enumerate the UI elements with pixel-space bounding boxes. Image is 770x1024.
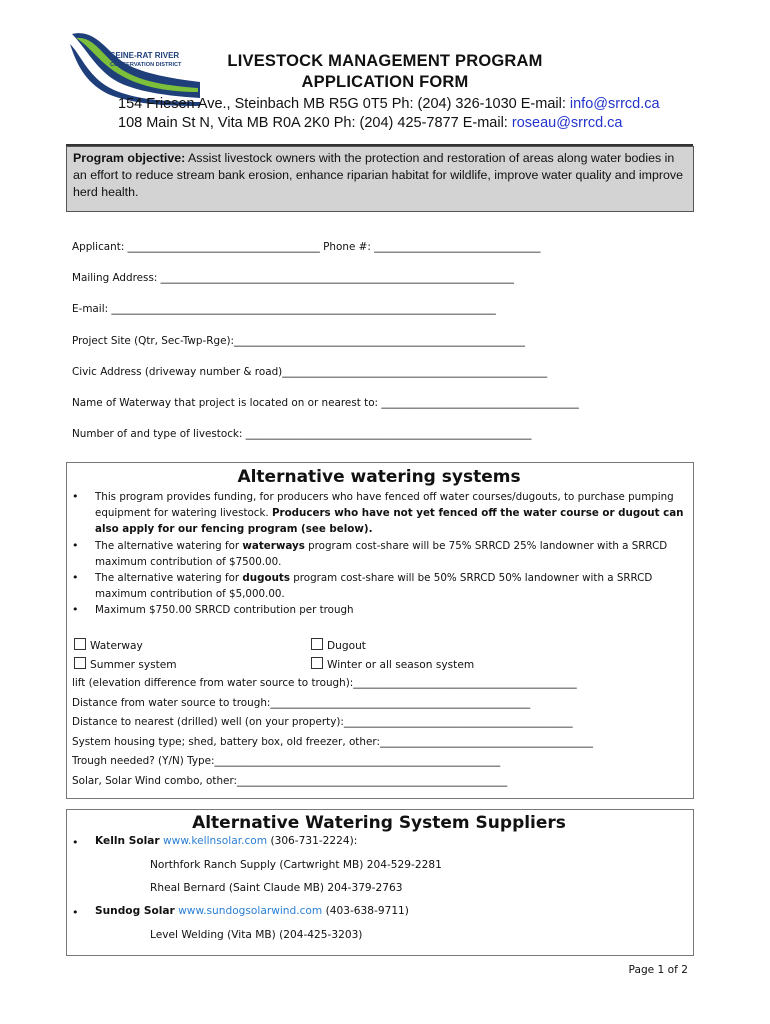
email-field[interactable]: E-mail: __________________________________________________________________________ bbox=[72, 303, 496, 315]
bullet-supplier-1: • bbox=[72, 836, 79, 849]
logo-line1: SEINE-RAT RIVER bbox=[110, 51, 180, 60]
supplier-kelln bbox=[95, 835, 357, 847]
address-vita-text: 108 Main St N, Vita MB R0A 2K0 Ph: (204) 425-7877 E-mail: bbox=[118, 115, 512, 131]
winter-checkbox-row[interactable] bbox=[311, 657, 474, 671]
funding-info-text bbox=[95, 489, 685, 537]
power-type-field[interactable]: Solar, Solar Wind combo, other:____________________________________________________ bbox=[72, 775, 508, 787]
supplier-sundog bbox=[95, 905, 409, 917]
address-vita bbox=[118, 115, 622, 131]
waterway-checkbox[interactable] bbox=[74, 638, 86, 650]
dugout-label: Dugout bbox=[327, 640, 366, 652]
program-objective-box bbox=[66, 146, 694, 212]
mailing-address-field[interactable]: Mailing Address: ____________________________________________________________________ bbox=[72, 272, 514, 284]
sundog-url-link[interactable]: www.sundogsolarwind.com bbox=[178, 905, 323, 917]
objective-text: Assist livestock owners with the protection and restoration of areas along water bodies in an effort to reduce stream bank erosion, enhance riparian habitat for wildlife, improve water quality and improve herd health. bbox=[73, 151, 683, 199]
bullet-4: • bbox=[72, 603, 79, 616]
waterways-bold: waterways bbox=[242, 540, 305, 552]
bullet-2: • bbox=[72, 539, 79, 552]
supplier-kelln-name: Kelln Solar bbox=[95, 835, 160, 847]
livestock-field[interactable]: Number of and type of livestock: _______________________________________________________ bbox=[72, 428, 532, 440]
watering-section-title: Alternative watering systems bbox=[237, 467, 521, 487]
logo-line2: CONSERVATION DISTRICT bbox=[110, 62, 182, 68]
waterway-checkbox-row[interactable] bbox=[74, 638, 143, 652]
dugout-checkbox[interactable] bbox=[311, 638, 323, 650]
address-steinbach bbox=[118, 96, 660, 112]
waterways-post: program cost-share will be 75% SRRCD 25% landowner with a SRRCD maximum contribution of $7500.00. bbox=[95, 540, 668, 568]
funding-info-plain: This program provides funding, for producers who have fenced off water courses/dugouts, to purchase pumping equipment for watering livestock. bbox=[95, 491, 674, 519]
summer-checkbox-row[interactable] bbox=[74, 657, 177, 671]
dealer-northfork: Northfork Ranch Supply (Cartwright MB) 204-529-2281 bbox=[150, 859, 442, 871]
lift-field[interactable]: lift (elevation difference from water source to trough):___________________________________________ bbox=[72, 677, 577, 689]
kelln-url-link[interactable]: www.kellnsolar.com bbox=[163, 835, 268, 847]
dugouts-post: program cost-share will be 50% SRRCD 50% landowner with a SRRCD maximum contribution of $5,000.00. bbox=[95, 572, 653, 600]
form-title-line1: LIVESTOCK MANAGEMENT PROGRAM bbox=[227, 52, 543, 70]
waterway-name-field[interactable]: Name of Waterway that project is located on or nearest to: ______________________________________ bbox=[72, 397, 579, 409]
dealer-rheal-bernard: Rheal Bernard (Saint Claude MB) 204-379-2763 bbox=[150, 882, 403, 894]
fencing-note: Producers who have not yet fenced off the water course or dugout can also apply for our fencing program (see below). bbox=[95, 507, 684, 535]
kelln-phone: (306-731-2224): bbox=[267, 835, 358, 847]
dealer-level-welding: Level Welding (Vita MB) (204-425-3203) bbox=[150, 929, 363, 941]
winter-system-label: Winter or all season system bbox=[327, 659, 475, 671]
civic-address-field[interactable]: Civic Address (driveway number & road)___________________________________________________ bbox=[72, 366, 548, 378]
summer-system-label: Summer system bbox=[90, 659, 177, 671]
email-roseau-link[interactable]: roseau@srrcd.ca bbox=[511, 115, 623, 131]
suppliers-section-title: Alternative Watering System Suppliers bbox=[192, 813, 566, 833]
waterways-pre: The alternative watering for bbox=[95, 540, 243, 552]
dugouts-pre: The alternative watering for bbox=[95, 572, 243, 584]
trough-max-text: Maximum $750.00 SRRCD contribution per trough bbox=[95, 604, 354, 616]
supplier-sundog-name: Sundog Solar bbox=[95, 905, 175, 917]
winter-system-checkbox[interactable] bbox=[311, 657, 323, 669]
waterway-label: Waterway bbox=[90, 640, 143, 652]
distance-well-field[interactable]: Distance to nearest (drilled) well (on your property):____________________________________________ bbox=[72, 716, 573, 728]
waterways-cost-share-text bbox=[95, 538, 685, 570]
email-info-link[interactable]: info@srrcd.ca bbox=[569, 96, 660, 112]
applicant-phone-field[interactable]: Applicant: _____________________________________ Phone #: ________________________________ bbox=[72, 241, 541, 253]
bullet-1: • bbox=[72, 490, 79, 503]
objective-label: Program objective: bbox=[73, 151, 186, 165]
distance-source-field[interactable]: Distance from water source to trough:__________________________________________________ bbox=[72, 697, 531, 709]
dugout-checkbox-row[interactable] bbox=[311, 638, 366, 652]
page-number: Page 1 of 2 bbox=[628, 964, 688, 976]
project-site-field[interactable]: Project Site (Qtr, Sec-Twp-Rge):________________________________________________________ bbox=[72, 335, 525, 347]
bullet-3: • bbox=[72, 571, 79, 584]
dugouts-bold: dugouts bbox=[242, 572, 290, 584]
bullet-supplier-2: • bbox=[72, 906, 79, 919]
housing-type-field[interactable]: System housing type; shed, battery box, old freezer, other:_________________________________________ bbox=[72, 736, 593, 748]
address-steinbach-text: 154 Friesen Ave., Steinbach MB R5G 0T5 Ph: (204) 326-1030 E-mail: bbox=[118, 96, 570, 112]
trough-needed-field[interactable]: Trough needed? (Y/N) Type:_______________________________________________________ bbox=[72, 755, 501, 767]
form-title-line2: APPLICATION FORM bbox=[301, 73, 469, 91]
sundog-phone: (403-638-9711) bbox=[322, 905, 409, 917]
summer-system-checkbox[interactable] bbox=[74, 657, 86, 669]
dugouts-cost-share-text bbox=[95, 570, 685, 602]
